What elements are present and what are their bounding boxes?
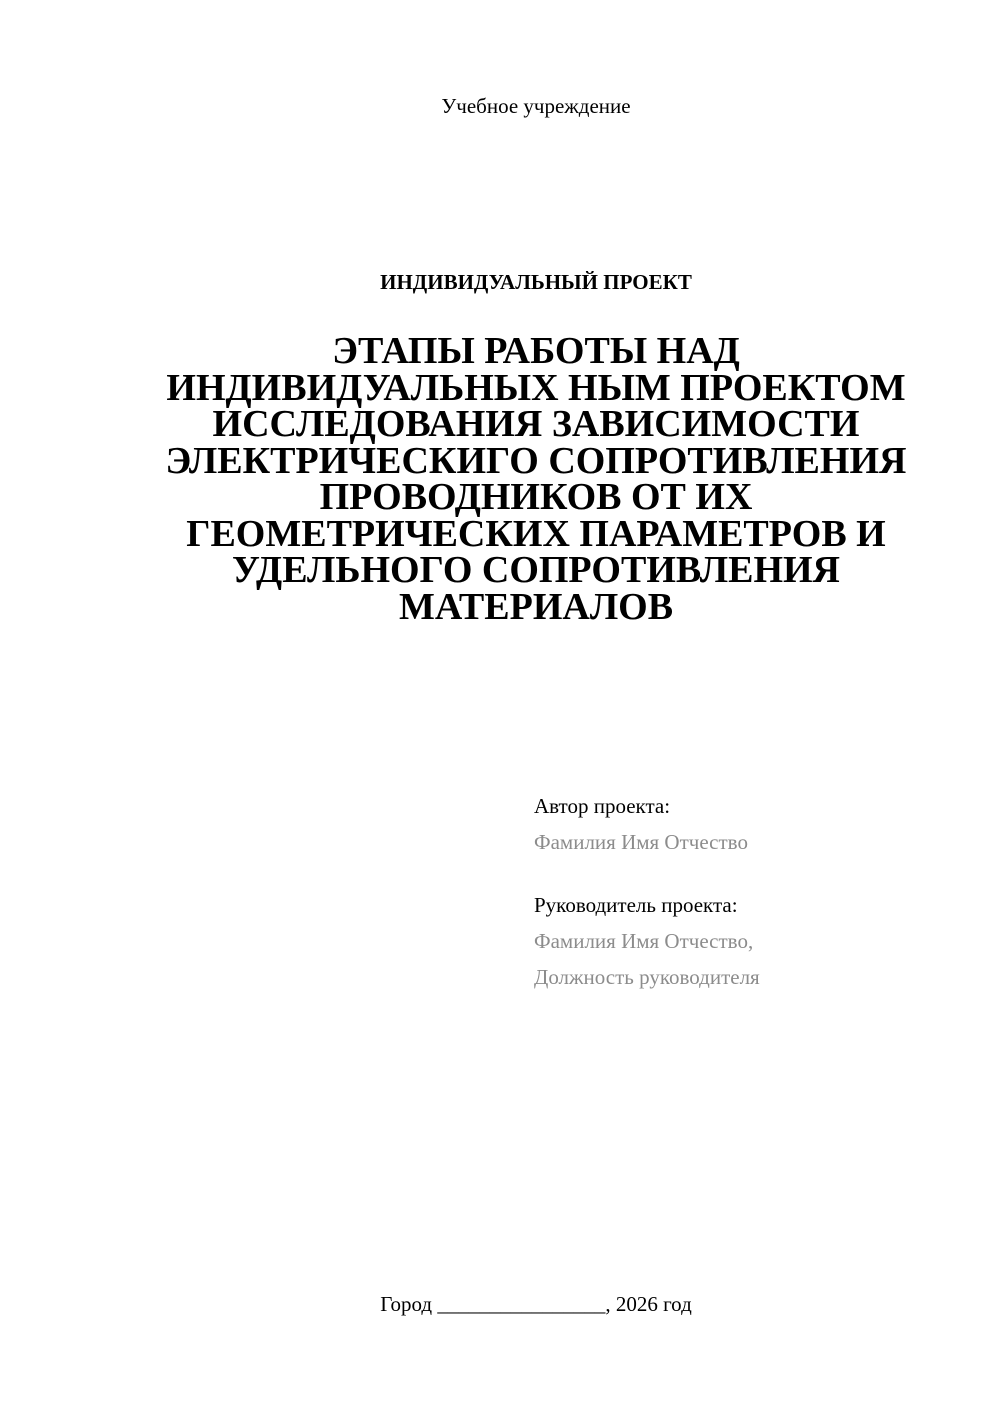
title-line: ГЕОМЕТРИЧЕСКИХ ПАРАМЕТРОВ И xyxy=(186,512,886,555)
title-line: ПРОВОДНИКОВ ОТ ИХ xyxy=(319,476,753,518)
title-line: ИНДИВИДУАЛЬНЫХ НЫМ ПРОЕКТОМ xyxy=(166,366,906,409)
project-people xyxy=(534,788,974,995)
title-line: УДЕЛЬНОГО СОПРОТИВЛЕНИЯ xyxy=(232,549,840,591)
spacer xyxy=(534,860,974,887)
title-line: ИССЛЕДОВАНИЯ ЗАВИСИМОСТИ xyxy=(212,403,860,445)
project-title xyxy=(120,330,952,628)
supervisor-label: Руководитель проекта: xyxy=(534,893,738,917)
supervisor-name: Фамилия Имя Отчество, xyxy=(534,929,754,953)
author-label: Автор проекта: xyxy=(534,794,671,818)
institution-name: Учебное учреждение xyxy=(441,94,631,118)
document-type: ИНДИВИДУАЛЬНЫЙ ПРОЕКТ xyxy=(380,270,692,294)
title-line: МАТЕРИАЛОВ xyxy=(398,585,674,628)
author-name: Фамилия Имя Отчество xyxy=(534,830,748,854)
supervisor-position: Должность руководителя xyxy=(534,965,760,989)
city-year-line: Город ________________, 2026 год xyxy=(380,1292,692,1316)
title-line: ЭТАПЫ РАБОТЫ НАД xyxy=(332,330,740,372)
title-line: ЭЛЕКТРИЧЕСКИГО СОПРОТИВЛЕНИЯ xyxy=(165,439,907,482)
